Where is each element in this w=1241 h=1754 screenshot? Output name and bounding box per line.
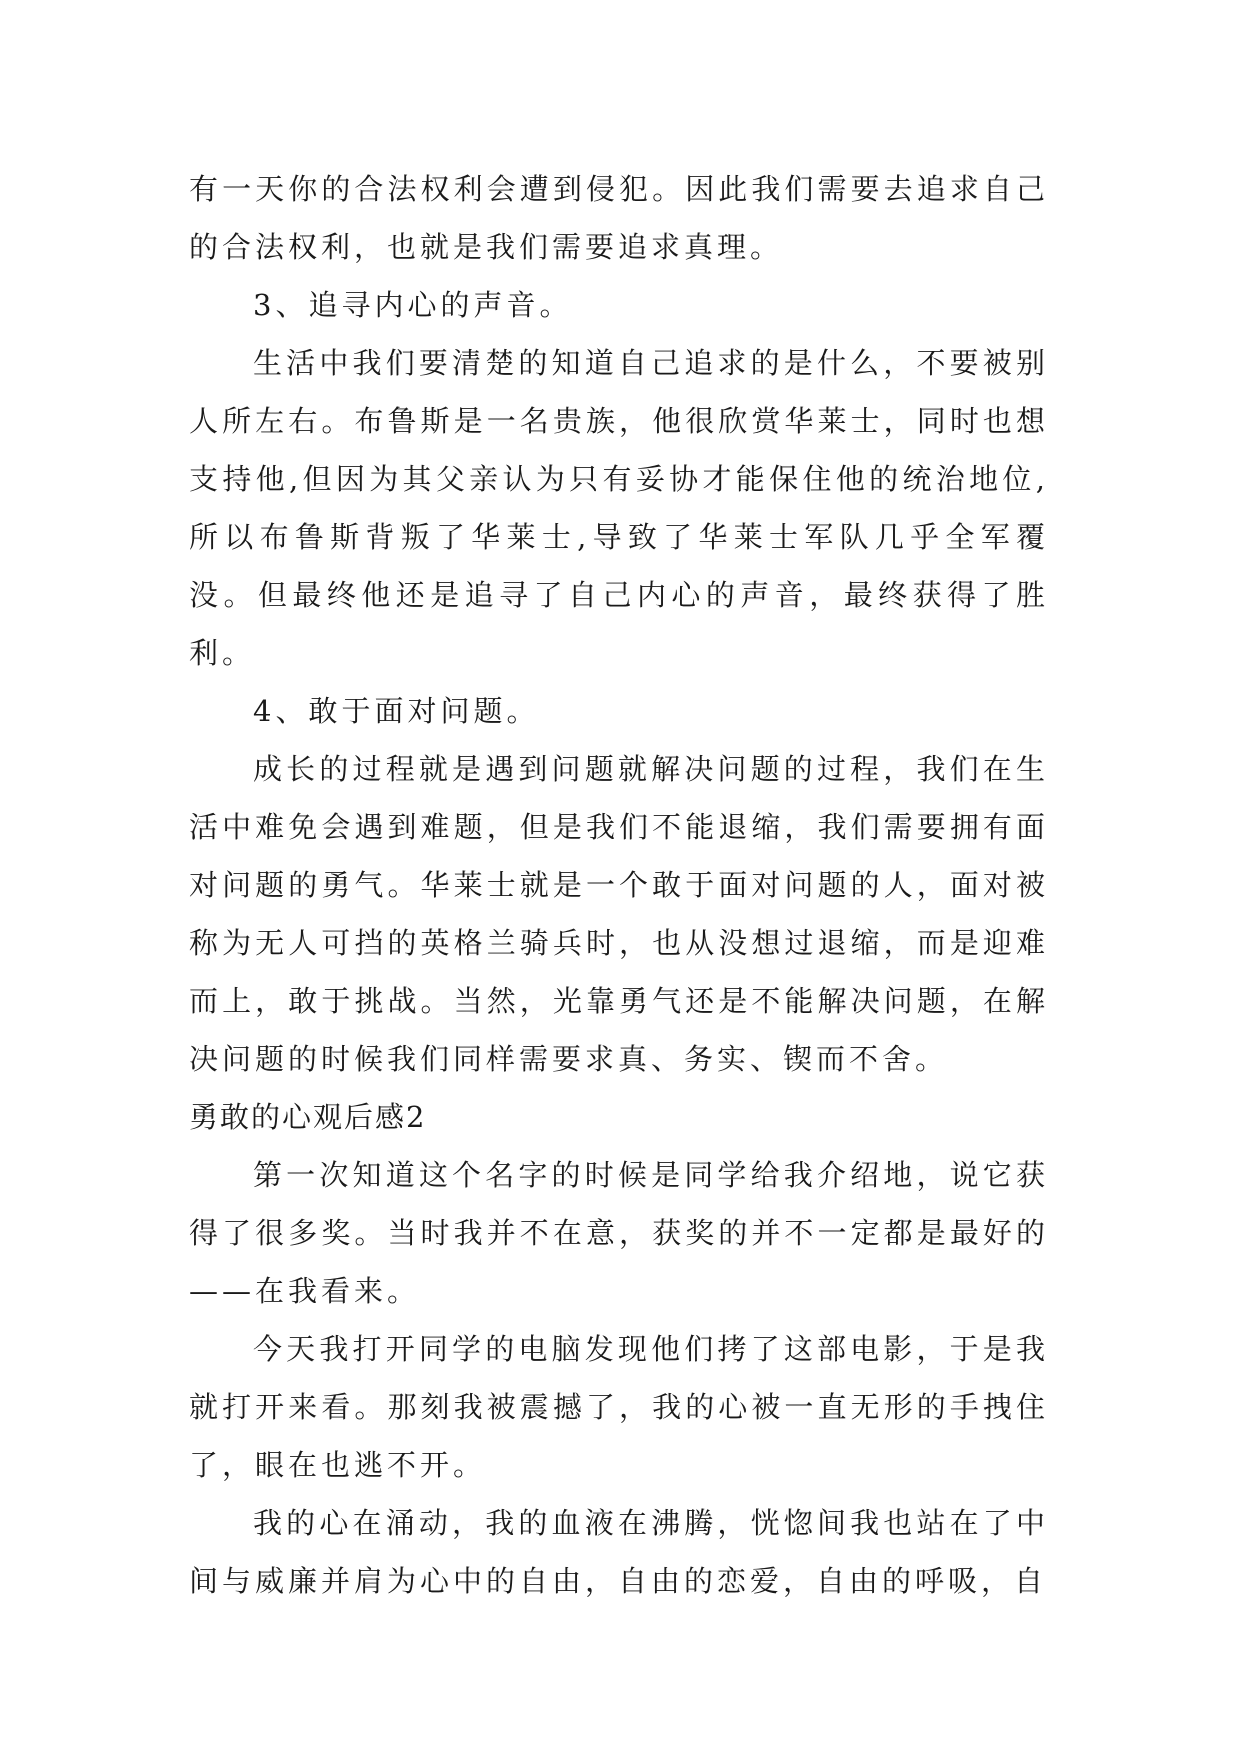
- document-body: [189, 160, 1049, 1610]
- body-paragraph: 我的心在涌动，我的血液在沸腾，恍惚间我也站在了中间与威廉并肩为心中的自由，自由的恋爱，自由的呼吸，自: [189, 1506, 1049, 1598]
- body-paragraph: 有一天你的合法权利会遭到侵犯。因此我们需要去追求自己的合法权利，也就是我们需要追求真理。: [189, 172, 1049, 264]
- body-paragraph: 成长的过程就是遇到问题就解决问题的过程，我们在生活中难免会遇到难题，但是我们不能退缩，我们需要拥有面对问题的勇气。华莱士就是一个敢于面对问题的人，面对被称为无人可挡的英格兰骑兵时，也从没想过退缩，而是迎难而上，敢于挑战。当然，光靠勇气还是不能解决问题，在解决问题的时候我们同样需要求真、务实、锲而不舍。: [189, 752, 1049, 1076]
- essay-title: 勇敢的心观后感2: [189, 1100, 427, 1134]
- body-paragraph: 第一次知道这个名字的时候是同学给我介绍地，说它获得了很多奖。当时我并不在意，获奖的并不一定都是最好的——在我看来。: [189, 1158, 1049, 1308]
- section-heading-3: 3、追寻内心的声音。: [253, 288, 573, 322]
- body-paragraph: 今天我打开同学的电脑发现他们拷了这部电影，于是我就打开来看。那刻我被震撼了，我的心被一直无形的手拽住了，眼在也逃不开。: [189, 1332, 1049, 1482]
- section-heading-4: 4、敢于面对问题。: [253, 694, 540, 728]
- body-paragraph: 生活中我们要清楚的知道自己追求的是什么，不要被别人所左右。布鲁斯是一名贵族，他很欣赏华莱士，同时也想支持他,但因为其父亲认为只有妥协才能保住他的统治地位,所以布鲁斯背叛了华莱士,导致了华莱士军队几乎全军覆没。但最终他还是追寻了自己内心的声音，最终获得了胜利。: [189, 346, 1049, 670]
